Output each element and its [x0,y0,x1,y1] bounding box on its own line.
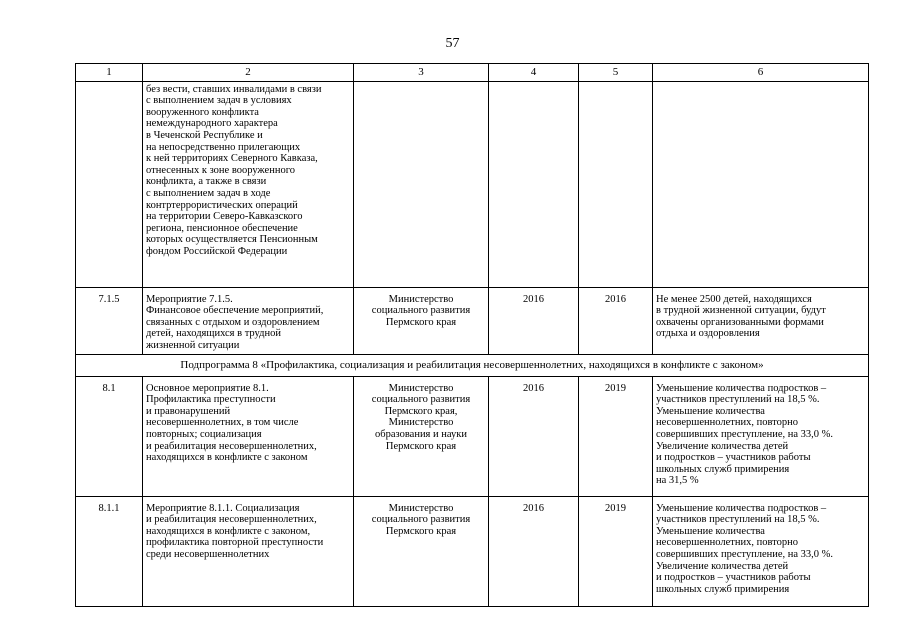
start-year-cell: 2016 [489,376,579,496]
table-row [76,376,869,496]
measure-cell: Основное мероприятие 8.1. Профилактика преступности и правонарушений несовершеннолетних, в том числе повторных; социализация и реабилитация несовершеннолетних, находящихся в конфликте с законом [143,376,354,496]
table-row [76,81,869,287]
executor-cell: Министерство социального развития Пермского края, Министерство образования и науки Пермского края [354,376,489,496]
table-row [76,496,869,606]
result-cell: Уменьшение количества подростков – участников преступлений на 18,5 %. Уменьшение количества несовершеннолетних, повторно совершивших преступление, на 33,0 %. Увеличение количества детей и подростков – участников работы школьных служб примирения [653,496,869,606]
row-number [76,81,143,287]
executor-cell: Министерство социального развития Пермского края [354,496,489,606]
column-numbers-row [76,64,869,82]
result-cell [653,81,869,287]
end-year-cell: 2019 [579,496,653,606]
column-number: 2 [143,64,354,82]
column-number: 1 [76,64,143,82]
column-number: 6 [653,64,869,82]
end-year-cell: 2019 [579,376,653,496]
result-cell: Уменьшение количества подростков – участников преступлений на 18,5 %. Уменьшение количества несовершеннолетних, повторно совершивших преступление, на 33,0 %. Увеличение количества детей и подростков – участников работы школьных служб примирения на 31,5 % [653,376,869,496]
executor-cell: Министерство социального развития Пермского края [354,287,489,354]
measure-cell: без вести, ставших инвалидами в связи с выполнением задач в условиях вооруженного конфликта немеждународного характера в Чеченской Республике и на непосредственно прилегающих к ней территориях Северного Кавказа, отнесенных к зоне вооруженного конфликта, а также в связи с выполнением задач в ходе контртеррористических операций на территории Северо-Кавказского региона, пенсионное обеспечение которых осуществляется Пенсионным фондом Российской Федерации [143,81,354,287]
start-year-cell: 2016 [489,496,579,606]
measure-cell: Мероприятие 8.1.1. Социализация и реабилитация несовершеннолетних, находящихся в конфликте с законом, профилактика повторной преступности среди несовершеннолетних [143,496,354,606]
column-number: 3 [354,64,489,82]
executor-cell [354,81,489,287]
start-year-cell [489,81,579,287]
subprogram-title: Подпрограмма 8 «Профилактика, социализация и реабилитация несовершеннолетних, находящихся в конфликте с законом» [76,354,869,376]
column-number: 4 [489,64,579,82]
page-number: 57 [445,36,460,51]
column-number: 5 [579,64,653,82]
end-year-cell: 2016 [579,287,653,354]
row-number: 8.1.1 [76,496,143,606]
row-number: 7.1.5 [76,287,143,354]
result-cell: Не менее 2500 детей, находящихся в трудной жизненной ситуации, будут охвачены организованными формами отдыха и оздоровления [653,287,869,354]
activities-table [75,63,869,607]
row-number: 8.1 [76,376,143,496]
measure-cell: Мероприятие 7.1.5. Финансовое обеспечение мероприятий, связанных с отдыхом и оздоровлением детей, находящихся в трудной жизненной ситуации [143,287,354,354]
end-year-cell [579,81,653,287]
table-row [76,287,869,354]
start-year-cell: 2016 [489,287,579,354]
subprogram-row [76,354,869,376]
